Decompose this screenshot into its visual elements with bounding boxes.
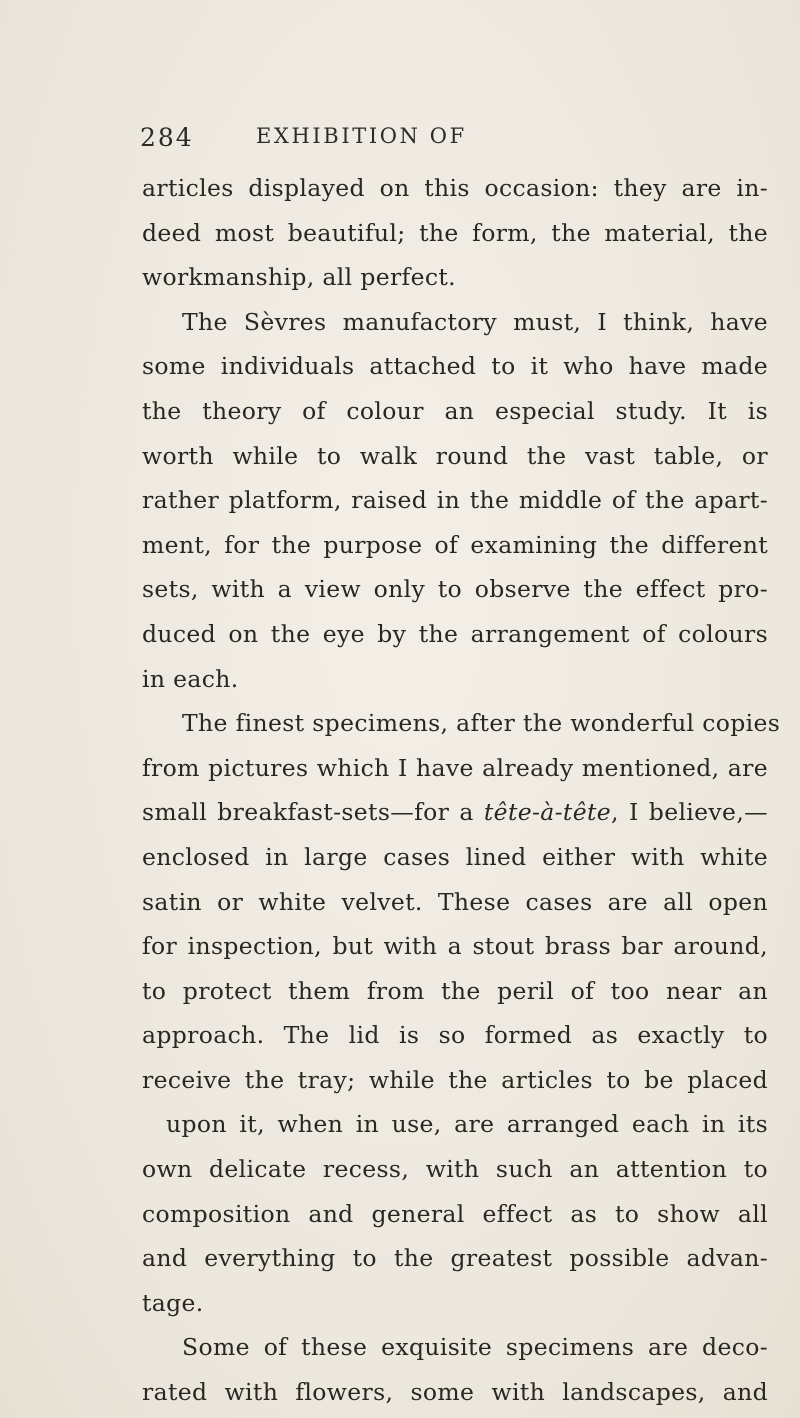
paragraph-start-line: The Sèvres manufactory must, I think, have — [182, 307, 768, 336]
text-line: for inspection, but with a stout brass bar around, — [142, 932, 768, 961]
text-span: , I believe,— — [611, 798, 768, 827]
text-line: tage. — [142, 1288, 204, 1317]
paragraph-start-line: The finest specimens, after the wonderful copies — [182, 709, 781, 738]
text-line-with-italic — [142, 790, 768, 835]
paragraph-start-line: Some of these exquisite specimens are deco- — [182, 1333, 768, 1362]
text-line: sets, with a view only to observe the effect pro- — [142, 575, 768, 604]
text-line: the theory of colour an especial study. It is — [142, 396, 768, 425]
text-line: workmanship, all perfect. — [142, 263, 456, 292]
italic-phrase: tête-à-tête — [483, 798, 612, 827]
text-line: own delicate recess, with such an attention to — [142, 1155, 768, 1184]
page-number: 284 — [140, 123, 194, 152]
text-line: from pictures which I have already mentioned, are — [142, 753, 768, 782]
body-text — [142, 166, 781, 1415]
text-line: and everything to the greatest possible advan- — [142, 1244, 768, 1273]
text-line: enclosed in large cases lined either with white — [142, 842, 768, 871]
text-line: deed most beautiful; the form, the material, the — [142, 218, 768, 247]
text-line: to protect them from the peril of too near an — [142, 976, 768, 1005]
text-line: satin or white velvet. These cases are all open — [142, 887, 768, 916]
text-line: rather platform, raised in the middle of the apart- — [142, 486, 768, 515]
text-line: upon it, when in use, are arranged each in its — [166, 1110, 768, 1139]
text-line: approach. The lid is so formed as exactly to — [142, 1021, 768, 1050]
page-header — [140, 123, 740, 163]
text-line: receive the tray; while the articles to be placed — [142, 1065, 768, 1094]
text-line: worth while to walk round the vast table, or — [142, 441, 768, 470]
text-line: in each. — [142, 664, 239, 693]
text-line: some individuals attached to it who have made — [142, 352, 768, 381]
text-line: duced on the eye by the arrangement of colours — [142, 619, 768, 648]
text-line: ment, for the purpose of examining the different — [142, 530, 768, 559]
text-line: articles displayed on this occasion: they are in- — [142, 174, 768, 202]
running-head: EXHIBITION OF — [256, 124, 467, 148]
text-line: rated with flowers, some with landscapes, and — [142, 1378, 768, 1407]
text-span: small breakfast-sets—for a — [142, 798, 484, 827]
text-line: composition and general effect as to show all — [142, 1199, 768, 1228]
